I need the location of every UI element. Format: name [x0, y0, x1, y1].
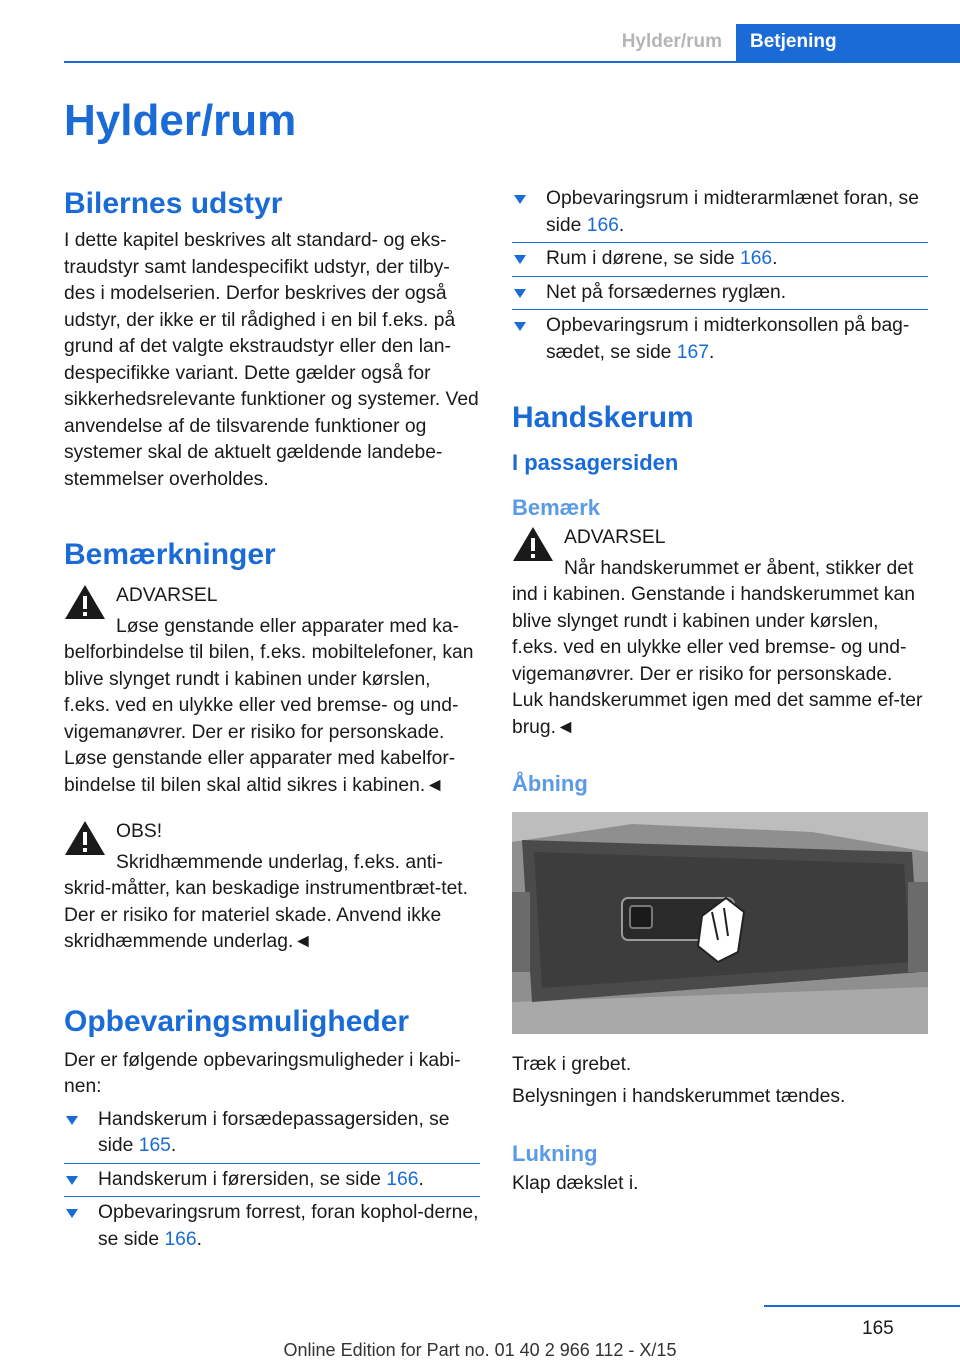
header-chapter-tab: Betjening: [736, 24, 960, 62]
paragraph-pull-handle: Træk i grebet.: [512, 1053, 632, 1075]
header-tabs: [622, 24, 960, 62]
warning-box-3: [512, 525, 928, 741]
warning-3-title: ADVARSEL: [564, 527, 666, 548]
edition-footer: Online Edition for Part no. 01 40 2 966 112 - X/15: [283, 1340, 677, 1360]
heading-closing: Lukning: [512, 1140, 598, 1166]
heading-equipment: Bilernes udstyr: [64, 187, 283, 220]
list-item: [512, 280, 928, 307]
list-item-end: .: [196, 1228, 202, 1250]
heading-note: Bemærk: [512, 494, 601, 520]
storage-list-right: [512, 186, 928, 366]
warning-3-body: Når handskerummet er åbent, stikker det ind i kabinen. Genstande i handskerummet kan blive slynget rundt i kabinen under kørslen, f.eks. ved en ulykke eller ved bremse- og und-vigemanøvrer. Der er risiko for personskade. Luk handskerummet igen med det samme ef-ter brug.◄: [512, 557, 923, 738]
warning-box-2: [64, 819, 480, 956]
list-item-text: Handskerum i førersiden, se side: [98, 1168, 387, 1190]
warning-2-title: OBS!: [116, 821, 163, 842]
glovebox-illustration: [512, 812, 928, 1034]
bullet-triangle-icon: [514, 255, 526, 264]
warning-triangle-icon: [64, 583, 106, 621]
list-item: [64, 1107, 480, 1160]
list-item-end: .: [618, 214, 625, 236]
list-item: [64, 1167, 480, 1194]
list-item-text: Opbevaringsrum i midterarmlænet foran, se side: [546, 188, 919, 236]
page-link[interactable]: 166: [739, 248, 773, 269]
heading-glovebox: Handskerum: [512, 401, 694, 434]
right-column: [512, 186, 928, 1198]
warning-triangle-icon: [512, 525, 554, 563]
list-item-end: .: [170, 1135, 177, 1156]
page-link[interactable]: 167: [676, 341, 709, 363]
paragraph-storage: Der er følgende opbevaringsmuligheder i kabi-nen:: [64, 1049, 461, 1097]
list-item: [64, 1200, 480, 1253]
page-link[interactable]: 166: [386, 1168, 419, 1190]
bullet-triangle-icon: [66, 1116, 78, 1125]
list-item: [512, 246, 928, 273]
list-item-text: Opbevaringsrum i midterkonsollen på bag-sædet, se side: [546, 315, 910, 363]
footer-rule: [764, 1305, 960, 1307]
paragraph-close: Klap dækslet i.: [512, 1173, 639, 1194]
bullet-triangle-icon: [514, 322, 526, 331]
list-item-end: .: [418, 1168, 424, 1190]
heading-opening: Åbning: [512, 771, 588, 796]
header-section-label: Hylder/rum: [621, 31, 722, 52]
left-column: [64, 186, 480, 1260]
list-item-text: Rum i dørene, se side: [546, 248, 740, 269]
bullet-triangle-icon: [514, 195, 526, 204]
bullet-triangle-icon: [66, 1176, 78, 1185]
list-item-text: Net på forsædernes ryglæn.: [546, 281, 787, 303]
list-item-text: Opbevaringsrum forrest, foran kophol-derne, se side: [98, 1202, 479, 1250]
list-item-end: .: [708, 341, 715, 363]
warning-1-title: ADVARSEL: [116, 585, 218, 606]
page-link[interactable]: 166: [164, 1228, 197, 1250]
heading-notes: Bemærkninger: [64, 538, 276, 571]
storage-list-left: [64, 1107, 480, 1254]
list-item: [512, 313, 928, 366]
paragraph-light-on: Belysningen i handskerummet tændes.: [512, 1086, 846, 1107]
bullet-triangle-icon: [514, 289, 526, 298]
header-rule: [64, 61, 960, 63]
bullet-triangle-icon: [66, 1209, 78, 1218]
page-title: Hylder/rum: [64, 96, 297, 145]
warning-2-body: Skridhæmmende underlag, f.eks. anti-skrid-måtter, kan beskadige instrumentbræt-tet. Der er risiko for materiel skade. Anvend ikke skridhæmmende underlag.◄: [64, 851, 469, 952]
page-link[interactable]: 165: [138, 1135, 171, 1156]
list-item-end: .: [772, 248, 778, 269]
list-item-text: Handskerum i forsædepassagersiden, se side: [98, 1108, 450, 1156]
list-item: [512, 186, 928, 239]
paragraph-equipment: I dette kapitel beskrives alt standard- og eks-traudstyr samt landespecifikt udstyr, der tilby-des i modelserien. Derfor beskrives der også udstyr, der ikke er til rådighed i en bil f.eks. på grund af det valgte ekstraudstyr eller den lan-despecifikke variant. Dette gælder også for sikkerhedsrelevante funktioner og systemer. Ved anvendelse af de tilsvarende funktioner og systemer skal de aktuelt gældende landebe-stemmelser overholdes.: [64, 230, 479, 490]
warning-1-body: Løse genstande eller apparater med ka-belforbindelse til bilen, f.eks. mobiltelefoner, kan blive slynget rundt i kabinen under kørslen, f.eks. ved en ulykke eller ved bremse- og und-vigemanøvrer. Der er risiko for personskade. Løse genstande eller apparater med kabelfor-bindelse til bilen skal altid sikres i kabinen.◄: [64, 615, 474, 796]
warning-box-1: [64, 583, 480, 799]
warning-triangle-icon: [64, 819, 106, 857]
heading-storage: Opbevaringsmuligheder: [64, 1004, 410, 1038]
page-link[interactable]: 166: [586, 214, 619, 236]
heading-passenger-side: I passagersiden: [512, 450, 679, 475]
page-number: 165: [862, 1318, 894, 1339]
